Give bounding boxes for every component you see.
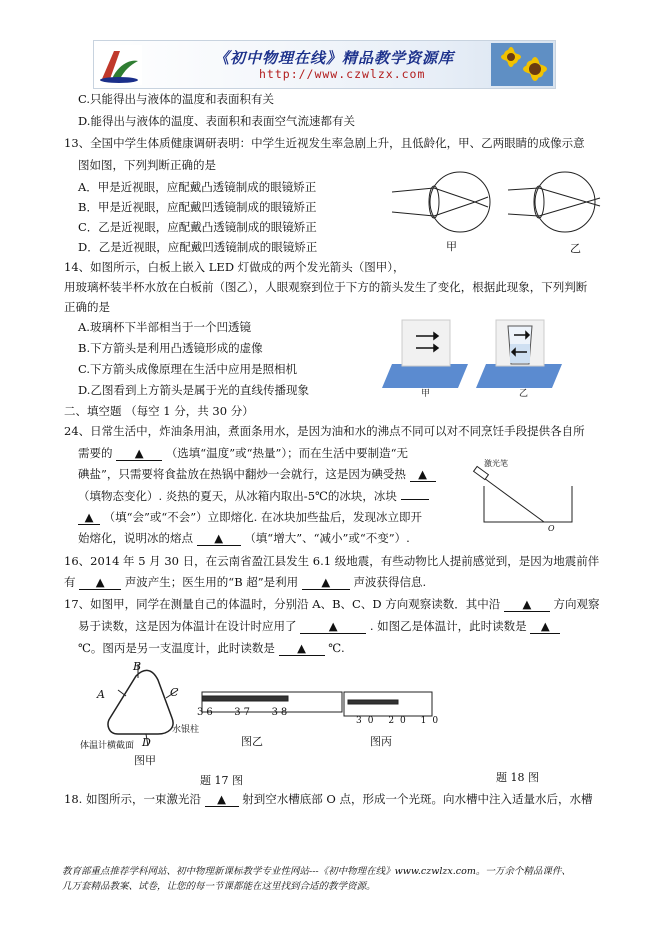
fig-yi-caption: 图乙 <box>241 735 263 748</box>
direction-b-label: B <box>133 660 142 673</box>
q16-text: 有 <box>64 575 76 589</box>
q14-stem: 14、如图所示，白板上嵌入 LED 灯做成的两个发光箭头（图甲）， <box>64 260 405 274</box>
q13-option-d: D．乙是近视眼，应配戴凹透镜制成的眼镜矫正 <box>78 240 318 254</box>
answer-blank[interactable]: ▲ <box>78 511 100 525</box>
tick-label: 38 <box>271 707 291 718</box>
q17-line-3 <box>78 640 345 656</box>
figure-label-yi: 乙 <box>519 389 529 399</box>
q24-line-4 <box>78 488 429 504</box>
q16-text: 声波获得信息. <box>353 575 427 589</box>
thermometer-ticks <box>197 707 290 718</box>
footer-line: 几万套精品教案、试卷，让您的每一节课都能在这里找到合适的教学资源。 <box>62 881 376 892</box>
q17-text: 易于读数，这是因为体温计在设计时应用了 <box>78 619 297 633</box>
q24-stem: 24、日常生活中，炸油条用油，煮面条用水，是因为油和水的沸点不同可以对不同烹饪手段提供各自所 <box>64 424 585 438</box>
answer-blank[interactable]: ▲ <box>116 447 162 461</box>
figure-label-jia: 甲 <box>446 240 457 253</box>
answer-blank[interactable]: ▲ <box>302 576 350 590</box>
laser-pen-label: 激光笔 <box>484 459 508 468</box>
page-footer <box>62 864 582 894</box>
mercury-label: 水银柱 <box>172 725 200 735</box>
answer-blank[interactable]: ▲ <box>205 793 239 807</box>
q24-text: 碘盐”，只需要将食盐放在热锅中翻炒一会就行，这是因为碘受热 <box>78 467 406 481</box>
q16-line-2 <box>64 574 426 590</box>
q12-option-d: D.能得出与液体的温度、表面积和表面空气流速都有关 <box>78 114 355 128</box>
q13-option-b: B．甲是近视眼，应配戴凹透镜制成的眼镜矫正 <box>78 200 317 214</box>
thermometer-bing-ticks <box>356 716 444 726</box>
q14-option-b: B.下方箭头是利用凸透镜形成的虚像 <box>78 341 263 355</box>
sunflower-icon <box>491 43 553 86</box>
q14-option-c: C.下方箭头成像原理在生活中应用是照相机 <box>78 362 298 376</box>
tick-label: 10 <box>420 716 445 726</box>
q17-stem <box>64 596 600 612</box>
answer-blank[interactable]: ▲ <box>279 642 325 656</box>
banner-title: 《初中物理在线》精品教学资源库 <box>214 49 455 67</box>
q18-text: 射到空水槽底部 O 点，形成一个光斑。向水槽中注入适量水后，水槽 <box>242 792 593 806</box>
cross-section-label: 体温计横截面 <box>80 741 135 751</box>
q24-line-5 <box>78 509 422 525</box>
footer-line: 教育部重点推荐学科网站、初中物理新课标教学专业性网站---《初中物理在线》www.czwlzx.com。一万余个精品课件、 <box>62 866 571 877</box>
q18-text: 18. 如图所示，一束激光沿 <box>64 792 201 806</box>
q17-text: ℃。图丙是另一支温度计，此时读数是 <box>78 641 275 655</box>
q24-line-2 <box>78 445 408 461</box>
answer-blank[interactable]: ▲ <box>300 620 366 634</box>
answer-blank[interactable]: ▲ <box>197 532 241 546</box>
site-logo-icon <box>96 45 142 85</box>
fig-bing-caption: 图丙 <box>370 735 392 748</box>
q13-stem: 13、全国中学生体质健康调研表明：中学生近视发生率急剧上升，且低龄化，甲、乙两眼睛的成像示意 <box>64 136 585 150</box>
q17-text: 方向观察 <box>553 597 600 611</box>
q14-option-a: A.玻璃杯下半部相当于一个凹透镜 <box>78 320 251 334</box>
banner-url[interactable]: http://www.czwlzx.com <box>259 67 426 81</box>
q12-option-c: C.只能得出与液体的温度和表面积有关 <box>78 92 275 106</box>
q14-stem-2: 用玻璃杯装半杯水放在白板前（图乙），人眼观察到位于下方的箭头发生了变化，根据此现象，下列判断 <box>64 280 588 294</box>
direction-a-label: A <box>97 688 105 701</box>
q17-figure-caption: 题 17 图 <box>200 774 243 787</box>
tick-label: 20 <box>388 716 412 726</box>
q18-stem <box>64 791 593 807</box>
q24-text: （填物态变化）. 炎热的夏天，从冰箱内取出-5℃的冰块，冰块 <box>78 489 397 503</box>
direction-c-label: C <box>170 686 179 699</box>
fig-jia-caption: 图甲 <box>134 754 156 767</box>
led-arrow-figure <box>382 318 568 392</box>
q17-text: . 如图乙是体温计，此时读数是 <box>369 619 527 633</box>
tick-label: 37 <box>234 707 254 718</box>
q24-line-3 <box>78 466 436 482</box>
q24-line-6 <box>78 530 410 546</box>
q13-stem-2: 图如图，下列判断正确的是 <box>78 158 216 172</box>
q24-text: （选填“温度”或“热量”）；而在生活中要制造“无 <box>165 446 408 460</box>
answer-blank[interactable] <box>401 499 429 500</box>
answer-blank[interactable]: ▲ <box>410 468 436 482</box>
q16-text: 声波产生；医生用的“B 超”是利用 <box>124 575 299 589</box>
header-banner <box>93 40 556 89</box>
figure-label-jia: 甲 <box>421 389 431 399</box>
answer-blank[interactable]: ▲ <box>504 598 550 612</box>
point-o-label: O <box>548 524 555 533</box>
q13-option-c: C．乙是近视眼，应配戴凸透镜制成的眼镜矫正 <box>78 220 317 234</box>
direction-d-label: D <box>142 736 151 749</box>
q24-text: （填“会”或“不会”）立即熔化. 在冰块加些盐后，发现冰立即开 <box>103 510 422 524</box>
q24-text: 需要的 <box>78 446 113 460</box>
q24-text: 始熔化，说明冰的熔点 <box>78 531 193 545</box>
section-fill-blank-heading: 二、填空题 （每空 1 分，共 30 分） <box>64 404 254 418</box>
q24-text: （填“增大”、“减小”或“不变”）. <box>244 531 410 545</box>
q17-text: ℃. <box>328 641 345 655</box>
figure-label-yi: 乙 <box>570 242 581 255</box>
q13-option-a: A．甲是近视眼，应配戴凸透镜制成的眼镜矫正 <box>78 180 317 194</box>
answer-blank[interactable]: ▲ <box>79 576 121 590</box>
answer-blank[interactable]: ▲ <box>530 620 560 634</box>
q14-option-d: D.乙图看到上方箭头是属于光的直线传播现象 <box>78 383 309 397</box>
q16-stem: 16、2014 年 5 月 30 日，在云南省盈江县发生 6.1 级地震，有些动物比人提前感觉到，是因为地震前伴 <box>64 554 600 568</box>
tick-label: 36 <box>197 707 216 718</box>
q14-stem-3: 正确的是 <box>64 300 110 314</box>
q17-line-2 <box>78 618 560 634</box>
tick-label: 30 <box>356 716 380 726</box>
q17-text: 17、如图甲，同学在测量自己的体温时，分别沿 A、B、C、D 方向观察读数．其中沿 <box>64 597 501 611</box>
q18-figure-caption: 题 18 图 <box>496 771 539 784</box>
